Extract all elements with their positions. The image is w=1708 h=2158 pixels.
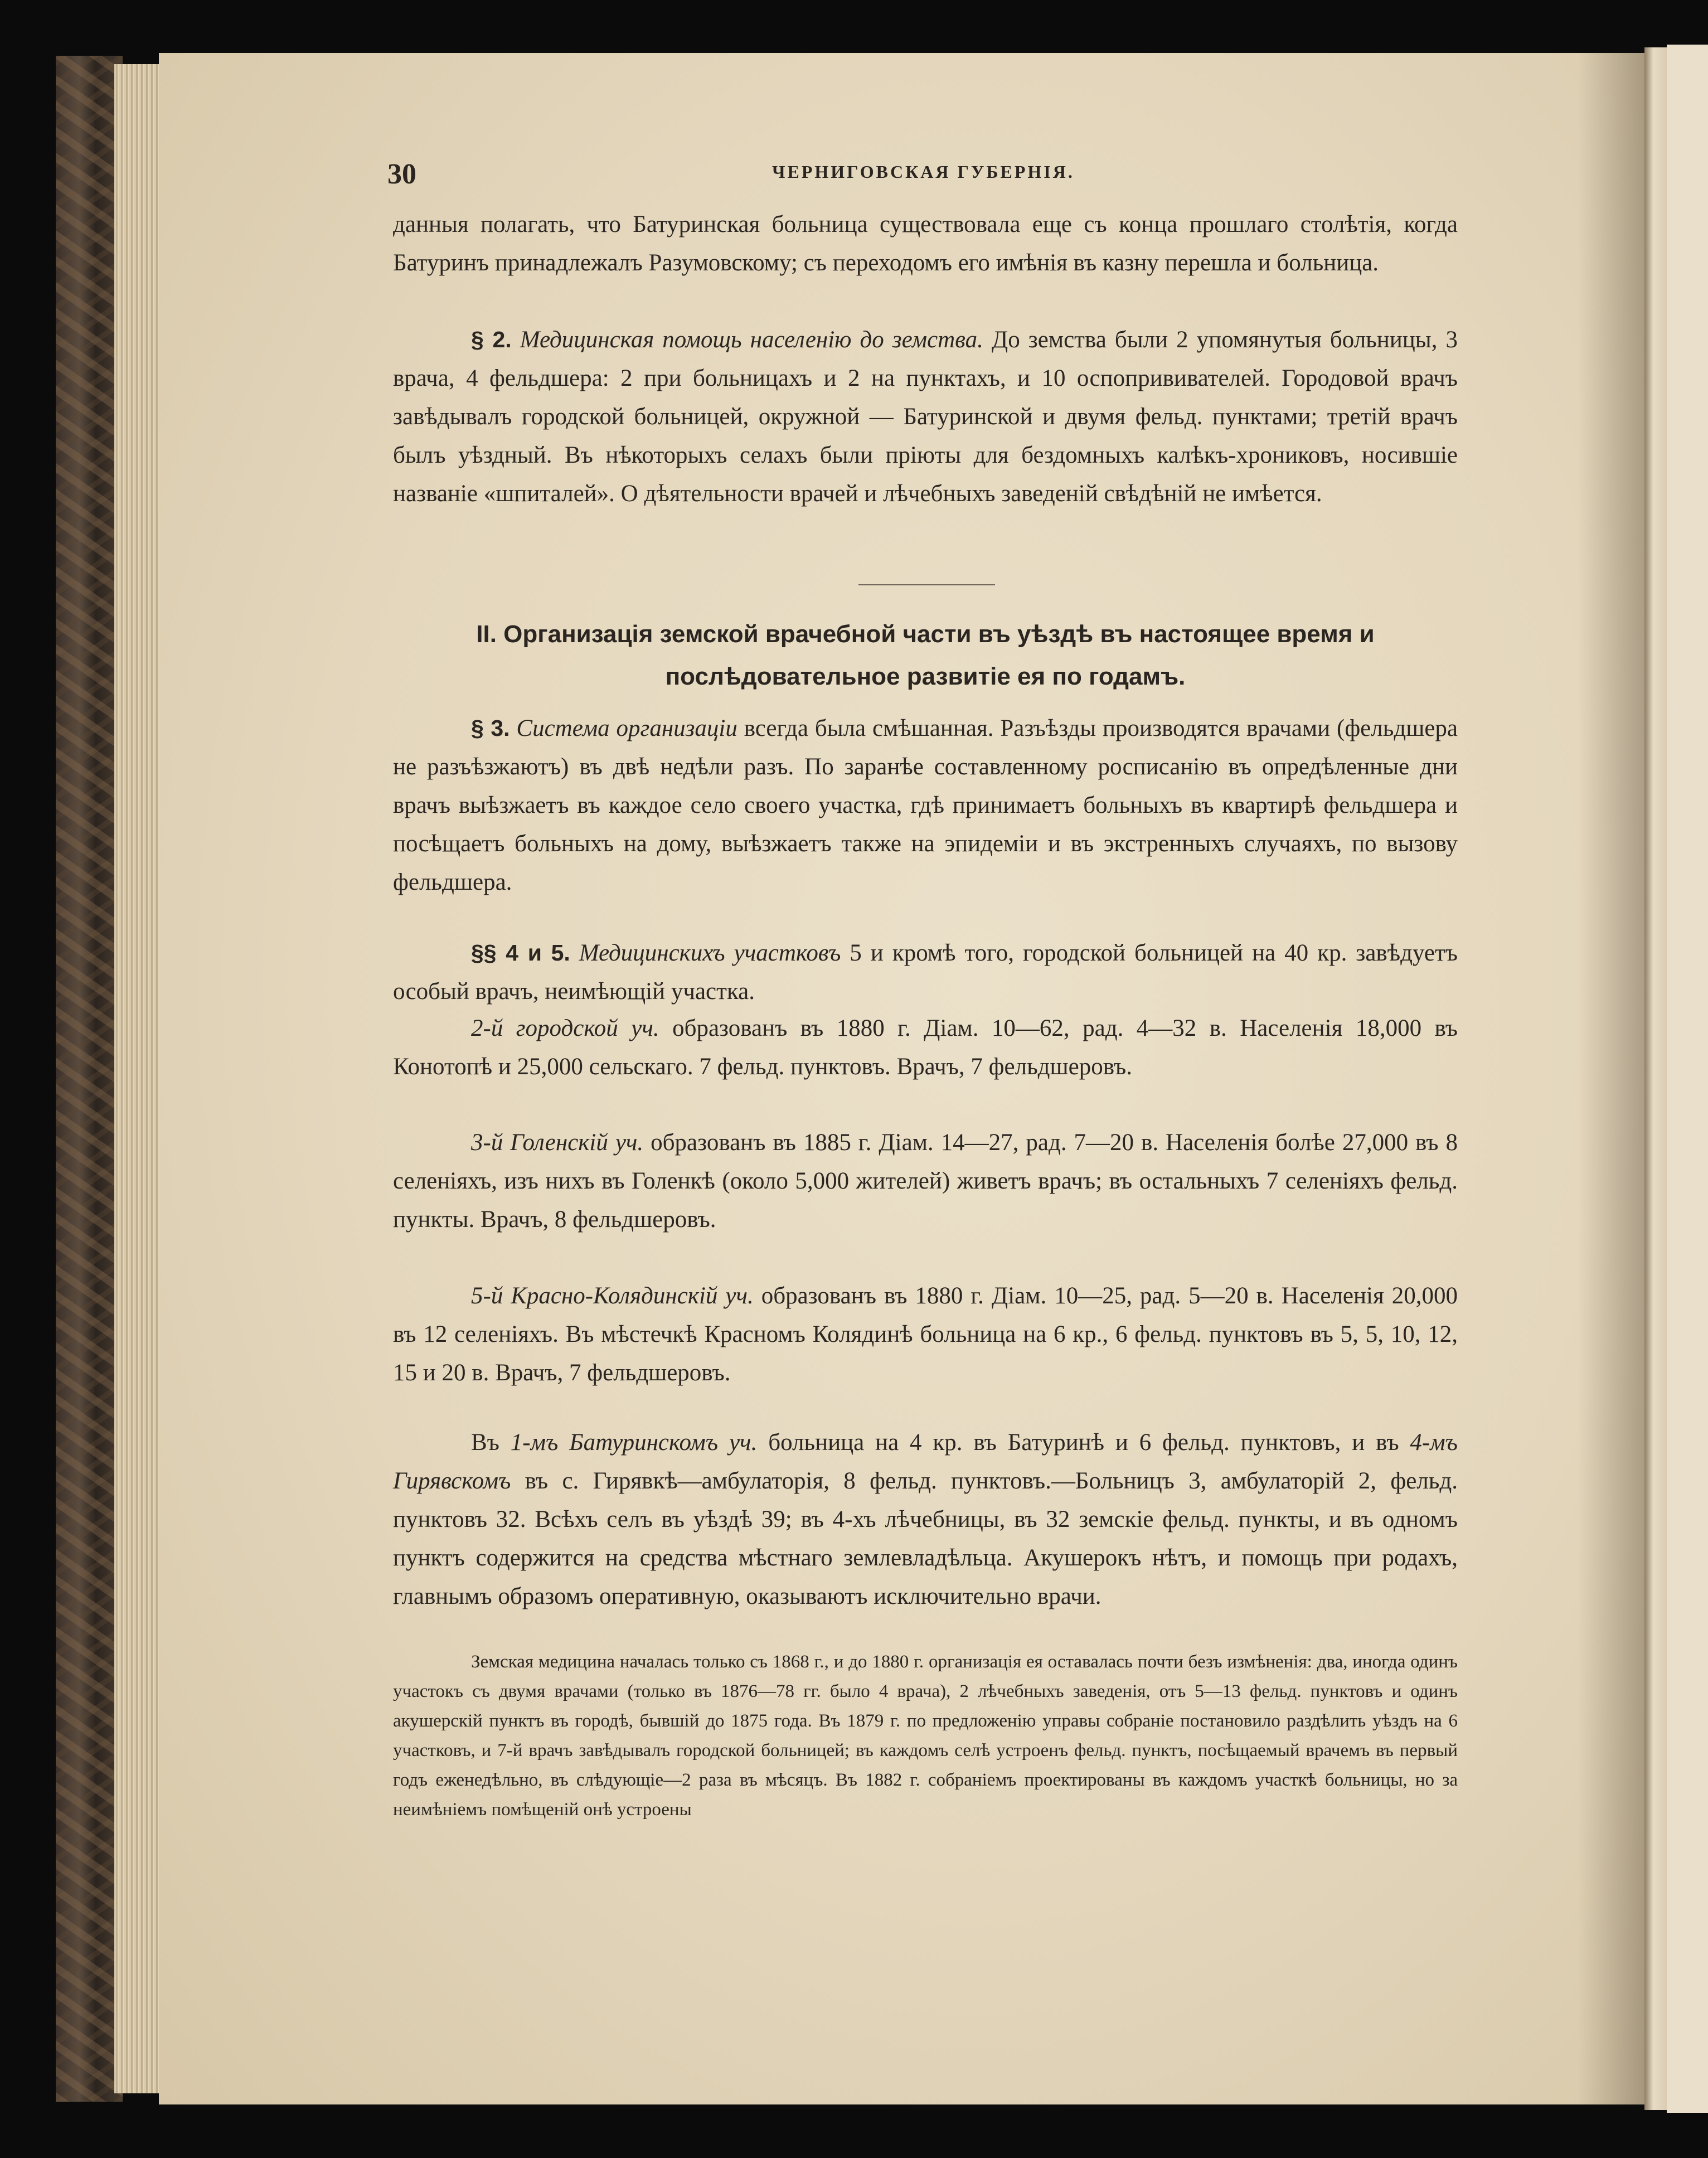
district-body: образованъ въ 1885 г. Діам. 14—27, рад. 7—20 в. Населенія болѣе 27,000 въ 8 селеніяхъ, изъ нихъ въ Голенкѣ (около 5,000 жителей) живетъ врачъ; въ остальныхъ 7 селеніяхъ фельд. пункты. Врачъ, 8 фельдшеровъ.: [393, 1129, 1458, 1233]
paragraph-district-3: [393, 1123, 1458, 1239]
district-name: 1-мъ Батуринскомъ уч.: [510, 1429, 758, 1456]
section-mark: § 2.: [471, 327, 512, 352]
section-heading: Система организаціи: [516, 715, 737, 741]
book-binding: [56, 56, 123, 2102]
section-mark: §§ 4 и 5.: [471, 940, 570, 966]
district-name: 2-й городской уч.: [471, 1015, 659, 1041]
paragraph-section-2: [393, 321, 1458, 513]
text-run: Въ: [471, 1429, 511, 1456]
small-print-paragraph: [393, 1647, 1458, 1825]
paragraph-section-4-5: [393, 934, 1458, 1011]
section-heading: Медицинская помощь населенію до земства.: [520, 327, 983, 353]
text-run: въ с. Гирявкѣ—амбулаторія, 8 фельд. пунктовъ.—Больницъ 3, амбулаторій 2, фельд. пунктовъ 32. Всѣхъ селъ въ уѣздѣ 39; въ 4-хъ лѣчебницы, въ 32 земскіе фельд. пункты, и въ одномъ пунктъ содержится на средства мѣстнаго землевладѣльца. Акушерокъ нѣтъ, и помощь при родахъ, главнымъ образомъ оперативную, оказываютъ исключительно врачи.: [393, 1468, 1458, 1609]
chapter-title: II. Организація земской врачебной части въ уѣздѣ въ настоящее время и послѣдовательное развитіе ея по годамъ.: [476, 620, 1375, 690]
district-name: 5-й Красно-Колядинскій уч.: [471, 1283, 754, 1309]
section-body: 5 и кромѣ того, городской больницей на 40 кр. завѣдуетъ особый врачъ, неимѣющій участка.: [393, 940, 1458, 1005]
small-print-text: Земская медицина началась только съ 1868 г., и до 1880 г. организація ея оставалась почти безъ измѣненія: два, иногда одинъ участокъ съ двумя врачами (только въ 1876—78 гг. было 4 врача), 2 лѣчебныхъ заведенія, отъ 5—13 фельд. пунктовъ и одинъ акушерскій пунктъ въ городѣ, бывшій до 1875 года. Въ 1879 г. по предложенію управы собраніе постановило раздѣлить уѣздъ на 6 участковъ, и 7-й врачъ завѣдывалъ городской больницей; въ каждомъ селѣ устроенъ фельд. пунктъ, посѣщаемый врачемъ въ первый годъ еженедѣльно, въ слѣдующіе—2 раза въ мѣсяцъ. Въ 1882 г. собраніемъ проектированы въ каждомъ участкѣ больницы, но за неимѣніемъ помѣщеній онѣ устроены: [393, 1652, 1458, 1820]
section-heading: Медицинскихъ участковъ: [579, 940, 841, 966]
section-divider: [858, 584, 995, 585]
marbled-cover-pattern: [56, 56, 123, 2102]
section-body: До земства были 2 упомянутыя больницы, 3 врача, 4 фельдшера: 2 при больницахъ и 2 на пунктахъ, и 10 оспопрививателей. Городовой врачъ завѣдывалъ городской больницей, окружной — Батуринской и двумя фельд. пунктами; третій врачъ былъ уѣздный. Въ нѣкоторыхъ селахъ были пріюты для бездомныхъ калѣкъ-хрониковъ, носившіе названіе «шпиталей». О дѣятельности врачей и лѣчебныхъ заведеній свѣдѣній не имѣется.: [393, 327, 1458, 507]
district-body: образованъ въ 1880 г. Діам. 10—62, рад. 4—32 в. Населенія 18,000 въ Конотопѣ и 25,000 сельскаго. 7 фельд. пунктовъ. Врачъ, 7 фельдшеровъ.: [393, 1015, 1458, 1080]
section-mark: § 3.: [471, 715, 510, 741]
district-name: 4-мъ Гирявскомъ: [393, 1429, 1458, 1494]
text-run: больница на 4 кр. въ Батуринѣ и 6 фельд. пунктовъ, и въ: [757, 1429, 1410, 1456]
paragraph-1-text: данныя полагать, что Батуринская больница существовала еще съ конца прошлаго столѣтія, когда Батуринъ принадлежалъ Разумовскому; съ переходомъ его имѣнія въ казну перешла и больница.: [393, 211, 1458, 276]
district-body: образованъ въ 1880 г. Діам. 10—25, рад. 5—20 в. Населенія 20,000 въ 12 селеніяхъ. Въ мѣстечкѣ Красномъ Колядинѣ больница на 6 кр., 6 фельд. пунктовъ въ 5, 5, 10, 12, 15 и 20 в. Врачъ, 7 фельдшеровъ.: [393, 1283, 1458, 1386]
paragraph-section-3: [393, 709, 1458, 901]
paragraph-district-5: [393, 1277, 1458, 1392]
paragraph-district-2: [393, 1009, 1458, 1086]
running-title: ЧЕРНИГОВСКАЯ ГУБЕРНІЯ.: [772, 162, 1075, 182]
facing-page: [1667, 45, 1708, 2113]
section-body: всегда была смѣшанная. Разъѣзды производятся врачами (фельдшера не разъѣзжаютъ) въ двѣ недѣли разъ. По заранѣе составленному росписанію въ опредѣленные дни врачъ выѣзжаетъ въ каждое село своего участка, гдѣ принимаетъ больныхъ въ квартирѣ фельдшера и посѣщаетъ больныхъ на дому, выѣзжаетъ также на эпидеміи и въ экстренныхъ случаяхъ, по вызову фельдшера.: [393, 715, 1458, 895]
page-number: 30: [387, 158, 416, 190]
paragraph-1: [393, 205, 1458, 282]
book-gutter: [1644, 47, 1667, 2110]
paragraph-districts-1-4: [393, 1423, 1458, 1616]
gutter-shadow: [1578, 53, 1644, 2104]
district-name: 3-й Голенскій уч.: [471, 1129, 644, 1156]
